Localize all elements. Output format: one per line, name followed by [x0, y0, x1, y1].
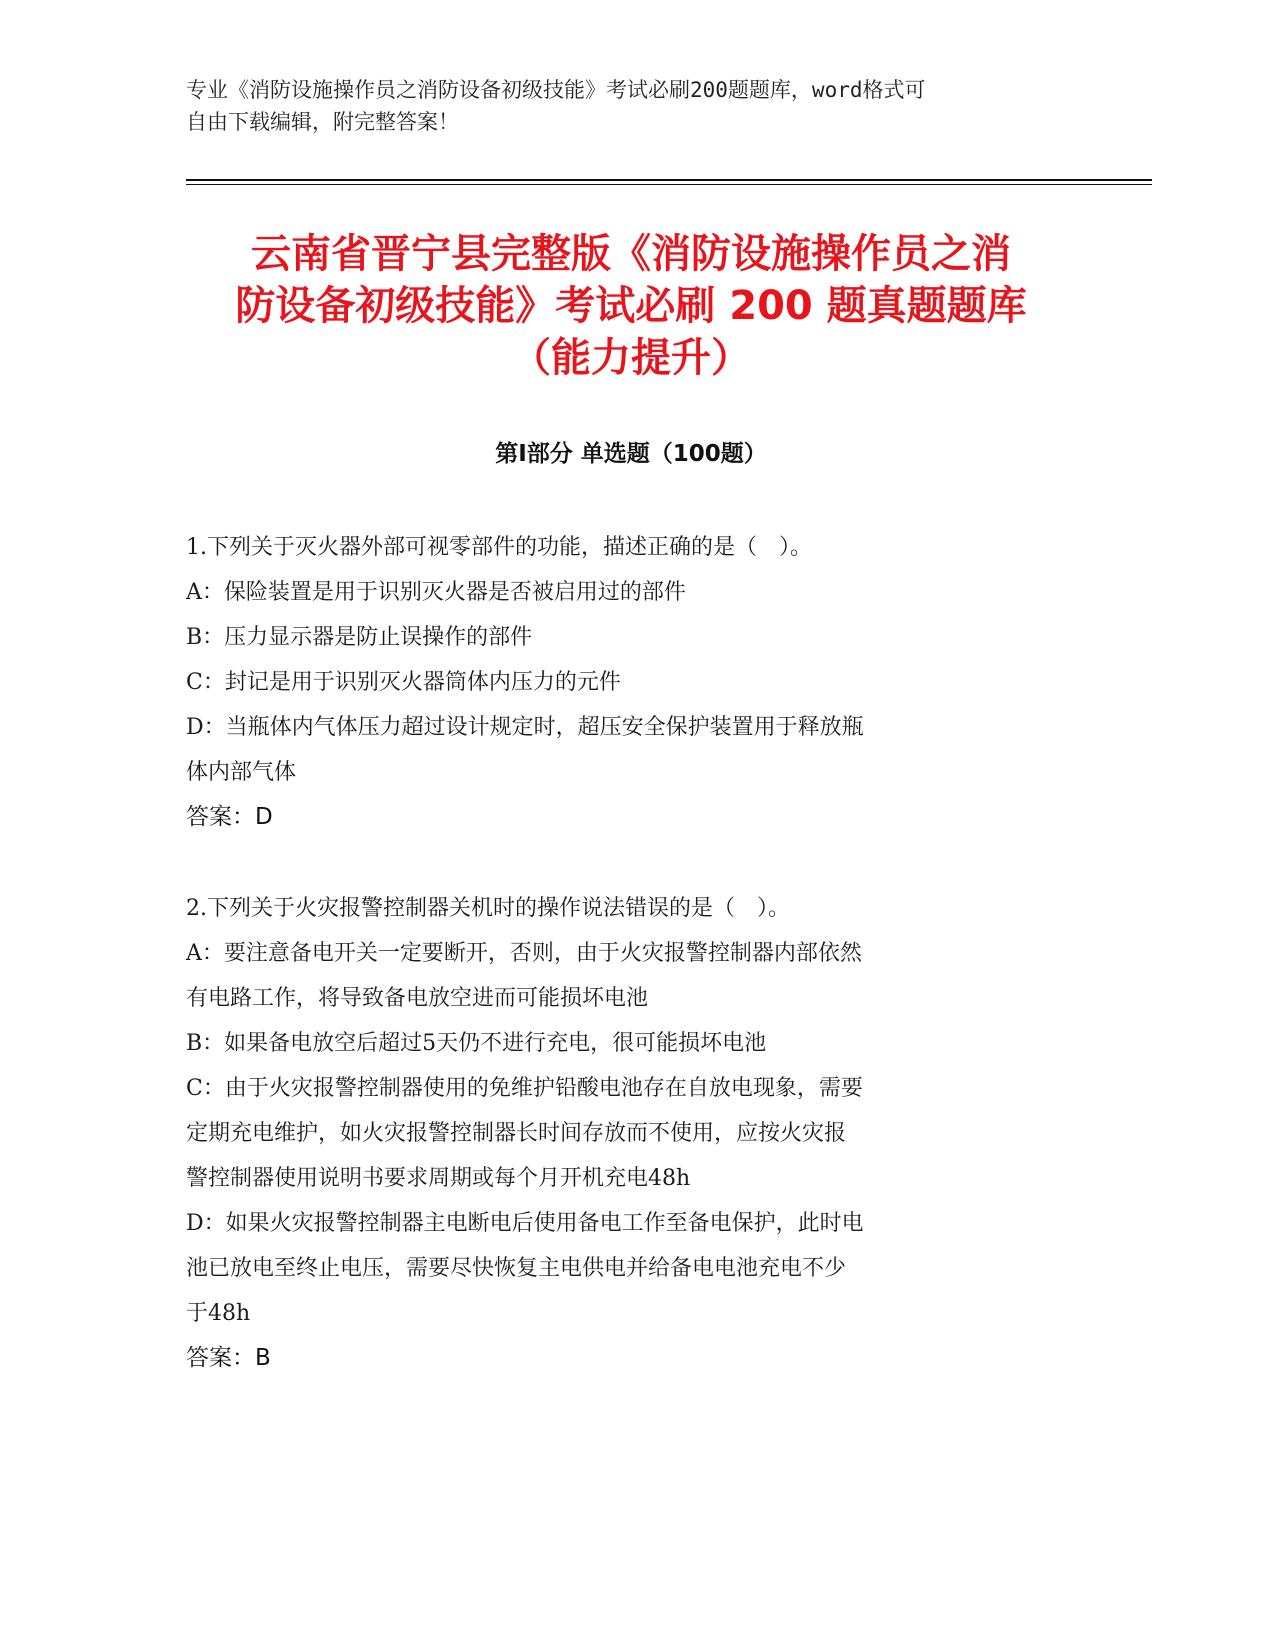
- section-heading: 第Ⅰ部分 单选题（100题）: [495, 441, 767, 467]
- option-d-continued: 于48h: [186, 1301, 251, 1326]
- answer-label: 答案：D: [186, 804, 273, 830]
- question-item: [186, 886, 1086, 1381]
- option-d: D：当瓶体内气体压力超过设计规定时，超压安全保护装置用于释放瓶: [186, 715, 864, 740]
- header-divider-thin: [186, 184, 1152, 185]
- option-d-continued: 池已放电至终止电压，需要尽快恢复主电供电并给备电电池充电不少: [186, 1256, 847, 1281]
- header-divider-thick: [186, 179, 1152, 181]
- option-a: A：要注意备电开关一定要断开，否则，由于火灾报警控制器内部依然: [186, 941, 862, 966]
- option-a-continued: 有电路工作，将导致备电放空进而可能损坏电池: [186, 986, 649, 1011]
- answer-label: 答案：B: [186, 1345, 271, 1371]
- question-item: [186, 525, 1086, 840]
- option-d-continued: 体内部气体: [186, 760, 297, 785]
- document-title-line: 云南省晋宁县完整版《消防设施操作员之消: [251, 231, 1011, 277]
- option-c: C：由于火灾报警控制器使用的免维护铅酸电池存在自放电现象，需要: [186, 1076, 863, 1101]
- header-note-line: 自由下载编辑，附完整答案！: [186, 110, 459, 134]
- question-list: [186, 525, 1086, 1427]
- document-title-line: 防设备初级技能》考试必刷 200 题真题题库: [235, 283, 1027, 329]
- option-c: C：封记是用于识别灭火器筒体内压力的元件: [186, 670, 621, 695]
- question-stem: 2.下列关于火灾报警控制器关机时的操作说法错误的是（ ）。: [186, 896, 790, 921]
- header-note: [186, 74, 1066, 138]
- option-c-continued: 警控制器使用说明书要求周期或每个月开机充电48h: [186, 1166, 691, 1191]
- document-title-line: （能力提升）: [511, 335, 751, 381]
- option-b: B：压力显示器是防止误操作的部件: [186, 625, 533, 650]
- option-d: D：如果火灾报警控制器主电断电后使用备电工作至备电保护，此时电: [186, 1211, 864, 1236]
- header-note-line: 专业《消防设施操作员之消防设备初级技能》考试必刷200题题库，word格式可: [186, 78, 926, 102]
- document-title: [186, 228, 1076, 384]
- option-a: A：保险装置是用于识别灭火器是否被启用过的部件: [186, 580, 686, 605]
- option-b: B：如果备电放空后超过5天仍不进行充电，很可能损坏电池: [186, 1031, 767, 1056]
- question-stem: 1.下列关于灭火器外部可视零部件的功能，描述正确的是（ ）。: [186, 535, 812, 560]
- option-c-continued: 定期充电维护，如火灾报警控制器长时间存放而不使用，应按火灾报: [186, 1121, 847, 1146]
